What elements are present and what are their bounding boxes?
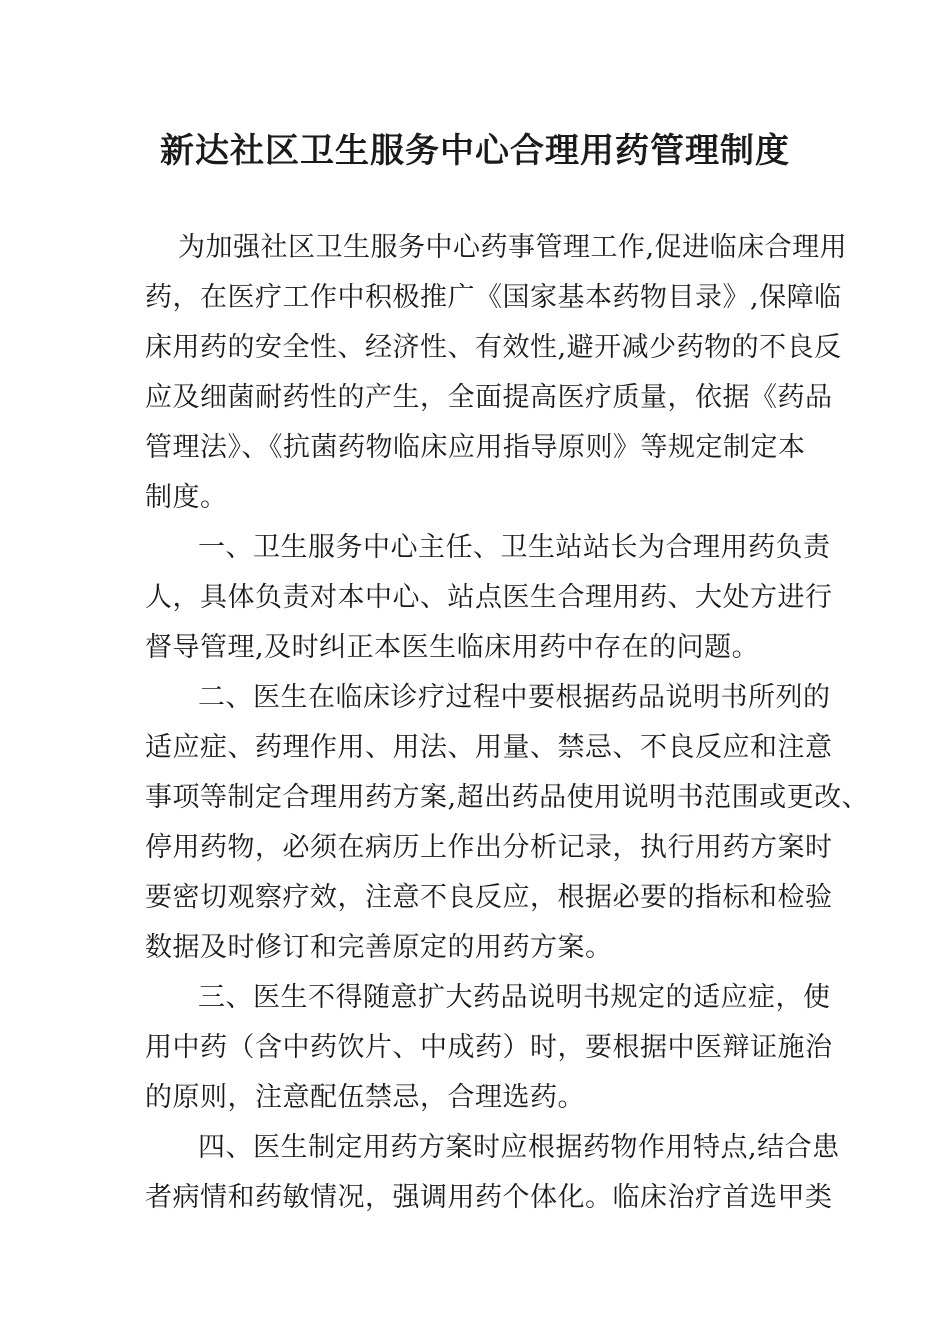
paragraph-line: 的原则，注意配伍禁忌，合理选药。 — [145, 1082, 585, 1113]
paragraph-line: 二、医生在临床诊疗过程中要根据药品说明书所列的 — [198, 682, 831, 713]
paragraph-line: 床用药的安全性、经济性、有效性,避开减少药物的不良反 — [145, 332, 842, 363]
paragraph-line: 督导管理,及时纠正本医生临床用药中存在的问题。 — [145, 632, 760, 663]
document-title: 新达社区卫生服务中心合理用药管理制度 — [160, 131, 790, 171]
paragraph-line: 三、医生不得随意扩大药品说明书规定的适应症，使 — [198, 982, 831, 1013]
paragraph-line: 人，具体负责对本中心、站点医生合理用药、大处方进行 — [145, 582, 833, 613]
paragraph-line: 四、医生制定用药方案时应根据药物作用特点,结合患 — [198, 1132, 840, 1163]
paragraph-line: 制度。 — [145, 482, 228, 513]
paragraph-line: 停用药物，必须在病历上作出分析记录，执行用药方案时 — [145, 832, 833, 863]
paragraph-line: 一、卫生服务中心主任、卫生站站长为合理用药负责 — [198, 532, 831, 563]
paragraph-line: 药，在医疗工作中积极推广《国家基本药物目录》,保障临 — [145, 282, 842, 313]
paragraph-line: 适应症、药理作用、用法、用量、禁忌、不良反应和注意 — [145, 732, 833, 763]
paragraph-line: 数据及时修订和完善原定的用药方案。 — [145, 932, 613, 963]
paragraph-line: 用中药（含中药饮片、中成药）时，要根据中医辩证施治 — [145, 1032, 833, 1063]
paragraph-line: 应及细菌耐药性的产生，全面提高医疗质量，依据《药品 — [145, 382, 833, 413]
paragraph-line: 为加强社区卫生服务中心药事管理工作,促进临床合理用 — [178, 232, 848, 263]
paragraph-line: 管理法》、《抗菌药物临床应用指导原则》等规定制定本 — [145, 432, 806, 463]
paragraph-line: 事项等制定合理用药方案,超出药品使用说明书范围或更改、 — [145, 782, 870, 813]
paragraph-line: 者病情和药敏情况，强调用药个体化。临床治疗首选甲类 — [145, 1182, 833, 1213]
paragraph-line: 要密切观察疗效，注意不良反应，根据必要的指标和检验 — [145, 882, 833, 913]
